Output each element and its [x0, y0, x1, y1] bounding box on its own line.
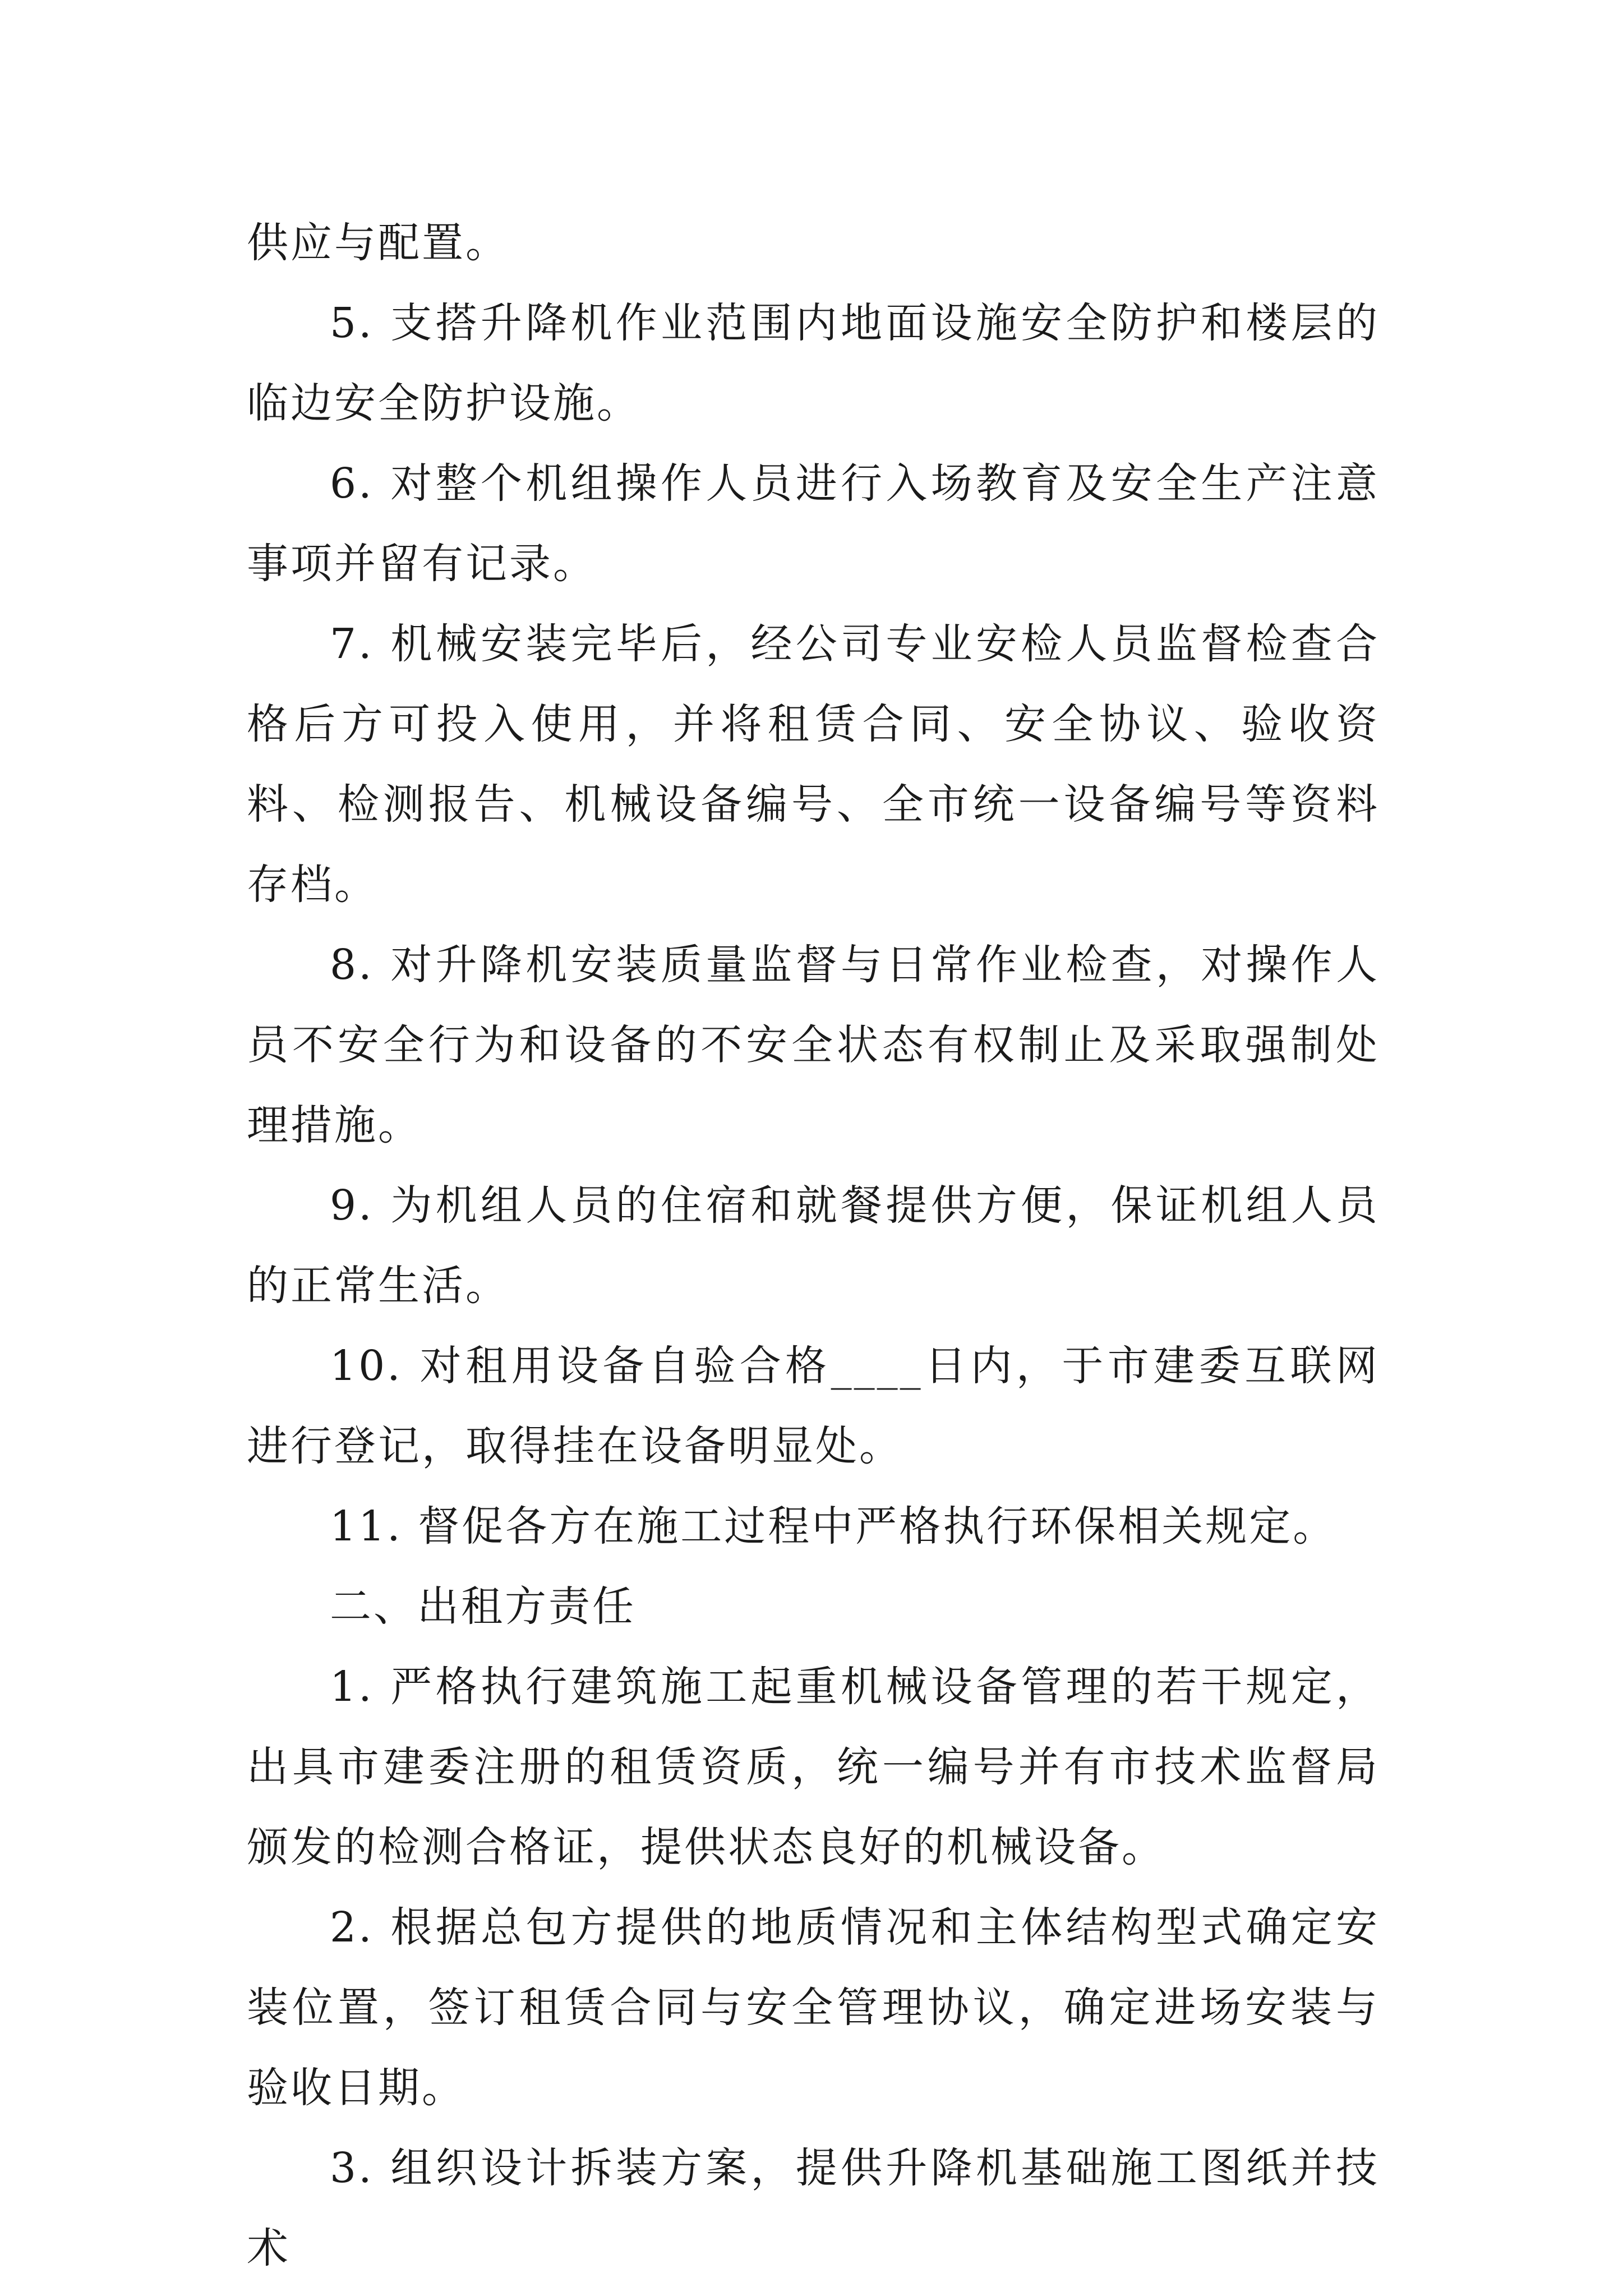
paragraph: 1. 严格执行建筑施工起重机械设备管理的若干规定，出具市建委注册的租赁资质，统一编号并有市技术监督局颁发的检测合格证，提供状态良好的机械设备。 — [247, 1663, 1380, 1871]
paragraph: 11. 督促各方在施工过程中严格执行环保相关规定。 — [330, 1502, 1337, 1550]
paragraph: 供应与配置。 — [247, 219, 509, 267]
paragraph: 9. 为机组人员的住宿和就餐提供方便，保证机组人员的正常生活。 — [247, 1181, 1380, 1310]
paragraph: 3. 组织设计拆装方案，提供升降机基础施工图纸并技术 — [247, 2144, 1380, 2272]
paragraph: 10. 对租用设备自验合格____日内，于市建委互联网进行登记，取得挂在设备明显处。 — [247, 1342, 1380, 1470]
paragraph: 2. 根据总包方提供的地质情况和主体结构型式确定安装位置，签订租赁合同与安全管理协议，确定进场安装与验收日期。 — [247, 1903, 1380, 2112]
section-heading: 二、出租方责任 — [330, 1582, 636, 1631]
document-body — [247, 203, 1380, 2289]
paragraph: 7. 机械安装完毕后，经公司专业安检人员监督检查合格后方可投入使用，并将租赁合同、安全协议、验收资料、检测报告、机械设备编号、全市统一设备编号等资料存档。 — [247, 620, 1380, 909]
paragraph: 5. 支搭升降机作业范围内地面设施安全防护和楼层的临边安全防护设施。 — [247, 299, 1380, 427]
paragraph: 8. 对升降机安装质量监督与日常作业检查，对操作人员不安全行为和设备的不安全状态有权制止及采取强制处理措施。 — [247, 941, 1380, 1149]
paragraph: 6. 对整个机组操作人员进行入场教育及安全生产注意事项并留有记录。 — [247, 459, 1380, 588]
